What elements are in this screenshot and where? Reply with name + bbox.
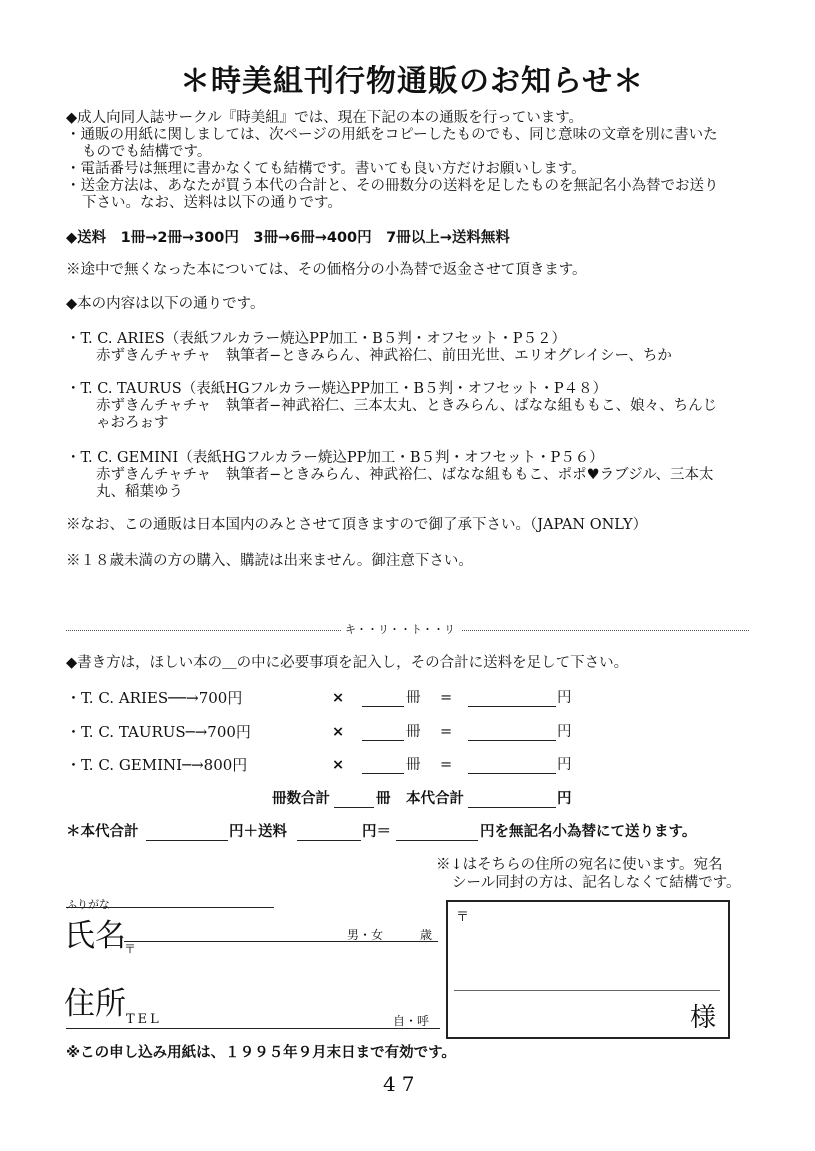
yen-label: 円 (557, 724, 572, 740)
quantity-field-aries[interactable] (362, 706, 404, 707)
furigana-label: ふりがな (66, 898, 110, 911)
age-note: ※１８歳未満の方の購入、購読は出来ません。御注意下さい。 (66, 553, 473, 569)
book-total-field[interactable] (146, 840, 228, 841)
label-note: ※↓はそちらの住所の宛名に使います。宛名 (436, 857, 723, 873)
postal-mark: 〒 (124, 942, 137, 956)
equals-sign: = (440, 757, 453, 773)
yen-label: 円 (557, 757, 572, 773)
address-field[interactable] (66, 1028, 440, 1029)
book-taurus-authors-cont: ゃおろぉす (96, 415, 169, 431)
equals-sign: = (440, 690, 453, 706)
page-number: 47 (383, 1072, 421, 1096)
order-label-taurus: ・T. C. TAURUS─→700円 (66, 723, 251, 741)
grand-label-equals: 円＝ (362, 824, 391, 840)
japan-only-note: ※なお、この通販は日本国内のみとさせて頂きますので御了承下さい。（JAPAN ONLY） (66, 517, 648, 533)
quantity-field-taurus[interactable] (362, 740, 404, 741)
book-aries-authors: 赤ずきんチャチャ 執筆者−ときみらん、神武裕仁、前田光世、エリオグレイシー、ちか (96, 348, 672, 364)
quantity-field-gemini[interactable] (362, 773, 404, 774)
book-gemini-authors-cont: 丸、稲葉ゆう (96, 484, 183, 500)
sama-label: 様 (690, 1003, 717, 1033)
cut-line-left (66, 630, 341, 631)
validity-note: ※この申し込み用紙は、１９９５年９月末日まで有効です。 (66, 1045, 456, 1061)
intro-line: ・通販の用紙に関しましては、次ページの用紙をコピーしたものでも、同じ意味の文章を別に書いた (66, 127, 718, 143)
shipping-field[interactable] (297, 840, 361, 841)
home-call-label: 自・呼 (393, 1014, 430, 1028)
refund-note: ※途中で無くなった本については、その価格分の小為替で返金させて頂きます。 (66, 262, 587, 278)
gender-label: 男・女 (347, 928, 384, 942)
cut-label: キ・・リ・・ト・・リ (345, 623, 455, 636)
name-label: 氏名 (64, 918, 126, 954)
book-gemini-title: ・T. C. GEMINI（表紙HGフルカラー焼込PP加工・B５判・オフセット・P５６） (66, 450, 604, 466)
intro-line: ・送金方法は、あなたが買う本代の合計と、その冊数分の送料を足したものを無記名小為替でお送り (66, 178, 719, 194)
address-label-box[interactable] (446, 900, 730, 1039)
cut-line-right (462, 630, 749, 631)
count-total-label: 冊数合計 (272, 791, 330, 807)
postal-mark: 〒 (456, 910, 470, 925)
unit-label: 冊 (406, 724, 421, 740)
address-label: 住所 (64, 986, 126, 1022)
intro-line: ・電話番号は無理に書かなくても結構です。書いても良い方だけお願いします。 (66, 161, 586, 177)
order-label-aries: ・T. C. ARIES──→700円 (66, 689, 243, 707)
book-aries-title: ・T. C. ARIES（表紙フルカラー焼込PP加工・B５判・オフセット・P５２） (66, 331, 566, 347)
yen-label: 円 (557, 791, 572, 807)
label-note: シール同封の方は、記名しなくて結構です。 (452, 875, 741, 891)
age-label: 歳 (420, 928, 433, 942)
tel-label: TEL (126, 1012, 162, 1027)
times-sign: × (332, 757, 345, 773)
price-total-field[interactable] (468, 807, 556, 808)
name-field[interactable] (124, 941, 438, 942)
yen-label: 円 (557, 690, 572, 706)
count-total-field[interactable] (334, 807, 374, 808)
order-label-gemini: ・T. C. GEMINI─→800円 (66, 756, 248, 774)
book-taurus-title: ・T. C. TAURUS（表紙HGフルカラー焼込PP加工・B５判・オフセット・P４８） (66, 381, 608, 397)
book-taurus-authors: 赤ずきんチャチャ 執筆者−神武裕仁、三本太丸、ときみらん、ばなな組ももこ、娘々、ちんじ (96, 398, 718, 414)
book-gemini-authors: 赤ずきんチャチャ 執筆者−ときみらん、神武裕仁、ばなな組ももこ、ポポ♥ラブジル、三本太 (96, 467, 714, 483)
price-total-label: 本代合計 (406, 791, 464, 807)
page-title: ＊時美組刊行物通販のお知らせ＊ (180, 64, 645, 99)
subtotal-field-aries[interactable] (468, 706, 556, 707)
subtotal-field-gemini[interactable] (468, 773, 556, 774)
grand-label-shipping: 円＋送料 (229, 824, 287, 840)
intro-line: ものでも結構です。 (82, 144, 212, 160)
equals-sign: = (440, 724, 453, 740)
intro-line: 下さい。なお、送料は以下の通りです。 (82, 195, 342, 211)
grand-total-field[interactable] (396, 840, 478, 841)
howto-note: ◆書き方は，ほしい本の＿の中に必要事項を記入し，その合計に送料を足して下さい。 (66, 655, 629, 671)
intro-line: ◆成人向同人誌サークル『時美組』では、現在下記の本の通販を行っています。 (66, 110, 584, 126)
grand-label-book: ＊本代合計 (66, 824, 139, 840)
contents-heading: ◆本の内容は以下の通りです。 (66, 296, 265, 312)
subtotal-field-taurus[interactable] (468, 740, 556, 741)
unit-label: 冊 (406, 690, 421, 706)
shipping-rates: ◆送料 1冊→2冊→300円 3冊→6冊→400円 7冊以上→送料無料 (66, 230, 510, 246)
unit-label: 冊 (406, 757, 421, 773)
times-sign: × (332, 724, 345, 740)
times-sign: × (332, 690, 345, 706)
count-total-unit: 冊 (376, 791, 391, 807)
grand-label-send: 円を無記名小為替にて送ります。 (480, 824, 697, 840)
furigana-field[interactable] (66, 907, 274, 908)
box-divider (454, 990, 720, 991)
